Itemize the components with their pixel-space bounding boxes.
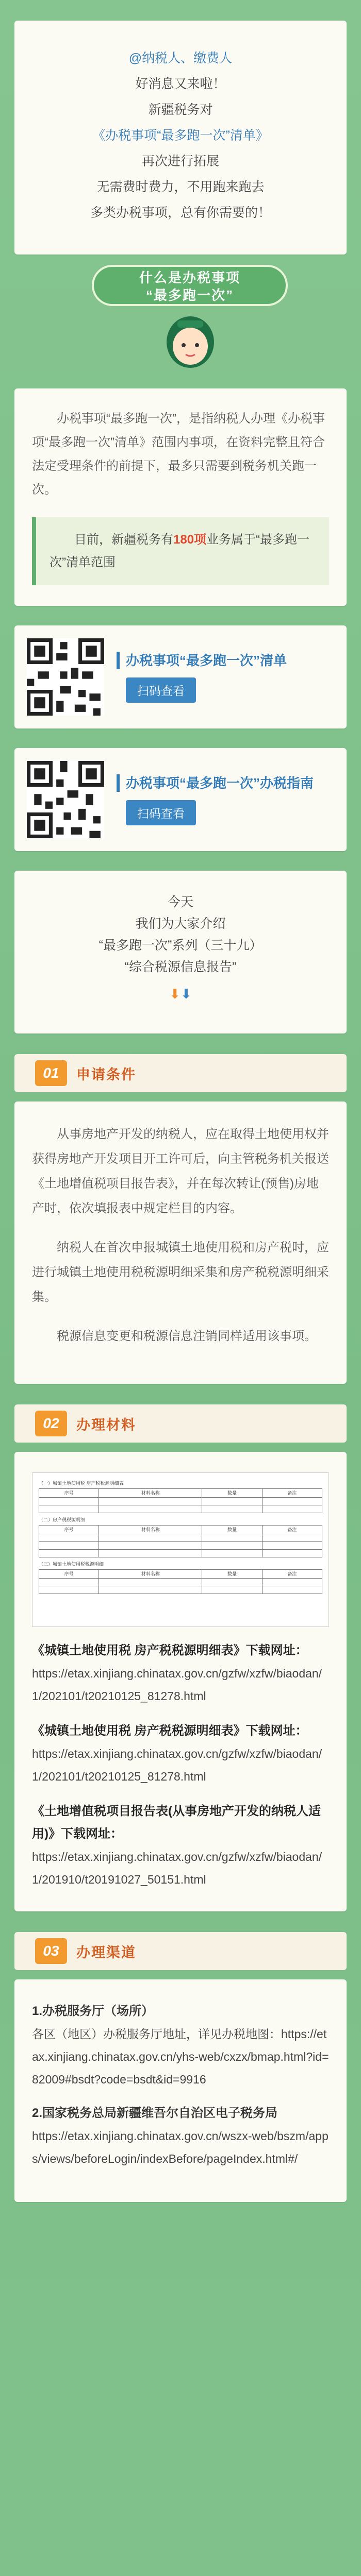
intro-line: 多类办税事项，总有你需要的！ (90, 206, 271, 220)
qr-card-title: 办税事项“最多跑一次”清单 (117, 652, 334, 669)
material-download (32, 1639, 329, 1707)
mascot-banner (14, 239, 347, 388)
qr-card-list[interactable] (14, 625, 347, 728)
material-name: 《城镇土地使用税 房产税税源明细表》下载网址： (32, 1643, 308, 1657)
form-caption: （三）城镇土地使用税税源明细 (39, 1562, 104, 1567)
mascot-title-line1: 什么是办税事项 (139, 270, 240, 285)
today-card (14, 871, 347, 1033)
section-label: 办理渠道 (76, 1944, 136, 1960)
condition-paragraph: 从事房地产开发的纳税人，应在取得土地使用权并获得房地产开发项目开工许可后，向主管税务机关报送《土地增值税项目报告表》，并在每次转让(预售)房地产时，依次填报表中规定栏目的内容。 (32, 1127, 329, 1215)
channel-title: 2.国家税务总局新疆维吾尔自治区电子税务局 (32, 2106, 278, 2120)
mascot-bubble (92, 265, 288, 306)
section-label: 办理材料 (76, 1417, 136, 1433)
qr-code-icon[interactable] (27, 761, 104, 838)
section-number: 01 (35, 1060, 67, 1086)
definition-card (14, 388, 347, 606)
mascot-title-line2: “最多跑一次” (145, 287, 234, 303)
down-arrows-icon: ⬇⬇ (169, 986, 192, 1002)
materials-body (14, 1452, 347, 1911)
mascot-character-icon (162, 311, 219, 373)
intro-card (14, 21, 347, 255)
material-url-link[interactable]: https://etax.xinjiang.chinatax.gov.cn/gzfw/xzfw/biaodan/1/202101/t20210125_81278.html (32, 1667, 322, 1703)
condition-paragraph: 税源信息变更和税源信息注销同样适用该事项。 (57, 1329, 317, 1343)
material-download (32, 1800, 329, 1891)
materials-form-image (32, 1472, 329, 1627)
section-header-conditions (14, 1054, 347, 1092)
condition-paragraph: 纳税人在首次申报城镇土地使用税和房产税时，应进行城镇土地使用税税源明细采集和房产税税源明细采集。 (32, 1241, 329, 1304)
definition-note (32, 517, 329, 585)
material-download (32, 1720, 329, 1788)
note-suffix: 业务属于“最多跑一次”清单范围 (50, 533, 310, 569)
form-table: 序号 材料名称 数量 备注 (39, 1488, 322, 1513)
scan-button[interactable]: 扫码查看 (126, 677, 196, 703)
intro-line: 无需费时费力，不用跑来跑去 (96, 180, 265, 194)
material-name: 《城镇土地使用税 房产税税源明细表》下载网址： (32, 1724, 308, 1738)
channel-text-link[interactable]: 各区（地区）办税服务厅地址，详见办税地图：https://etax.xinjiang.chinatax.gov.cn/yhs-web/cxzx/bmap.html?id=82009#bsdt?code=bsdt&id=9916 (32, 2027, 329, 2086)
section-header-materials (14, 1404, 347, 1443)
channel-title: 1.办税服务厅（场所） (32, 2004, 154, 2018)
section-header-channels (14, 1932, 347, 1970)
material-url-link[interactable]: https://etax.xinjiang.chinatax.gov.cn/gzfw/xzfw/biaodan/1/201910/t20191027_50151.html (32, 1850, 322, 1886)
intro-line: @纳税人、缴费人 (128, 51, 233, 65)
today-line: “综合税源信息报告” (124, 960, 237, 974)
note-prefix: 目前，新疆税务有 (74, 533, 173, 547)
qr-card-title: 办税事项“最多跑一次”办税指南 (117, 774, 334, 792)
intro-line: 再次进行拓展 (141, 154, 219, 168)
form-caption: （一）城镇土地使用税 房产税税源明细表 (39, 1481, 124, 1486)
form-caption: （二）房产税税源明细 (39, 1517, 86, 1522)
definition-text: 办税事项“最多跑一次”，是指纳税人办理《办税事项“最多跑一次”清单》范围内事项，在资料完整且符合法定受理条件的前提下，最多只需要到税务机关跑一次。 (32, 412, 325, 497)
section-label: 申请条件 (76, 1066, 136, 1082)
channel-text-link[interactable]: https://etax.xinjiang.chinatax.gov.cn/wszx-web/bszm/apps/views/beforeLogin/indexBefore/pageIndex.html#/ (32, 2129, 329, 2165)
today-line: “最多跑一次”系列（三十九） (99, 938, 262, 953)
intro-line: 《办税事项“最多跑一次”清单》 (92, 128, 269, 143)
qr-card-guide[interactable] (14, 748, 347, 851)
form-table: 序号 材料名称 数量 备注 (39, 1525, 322, 1557)
qr-code-icon[interactable] (27, 638, 104, 716)
today-line: 今天 (167, 895, 193, 909)
material-name: 《土地增值税项目报告表(从事房地产开发的纳税人适用)》下载网址： (32, 1804, 321, 1841)
conditions-body (14, 1101, 347, 1384)
note-count: 180项 (173, 533, 207, 547)
intro-line: 好消息又来啦！ (135, 77, 226, 91)
channels-body (14, 1979, 347, 2202)
material-url-link[interactable]: https://etax.xinjiang.chinatax.gov.cn/gzfw/xzfw/biaodan/1/202101/t20210125_81278.html (32, 1747, 322, 1783)
form-table: 序号 材料名称 数量 备注 (39, 1569, 322, 1594)
today-line: 我们为大家介绍 (135, 917, 226, 931)
scan-button[interactable]: 扫码查看 (126, 800, 196, 825)
intro-line: 新疆税务对 (148, 103, 213, 117)
section-number: 03 (35, 1938, 67, 1964)
section-number: 02 (35, 1411, 67, 1436)
